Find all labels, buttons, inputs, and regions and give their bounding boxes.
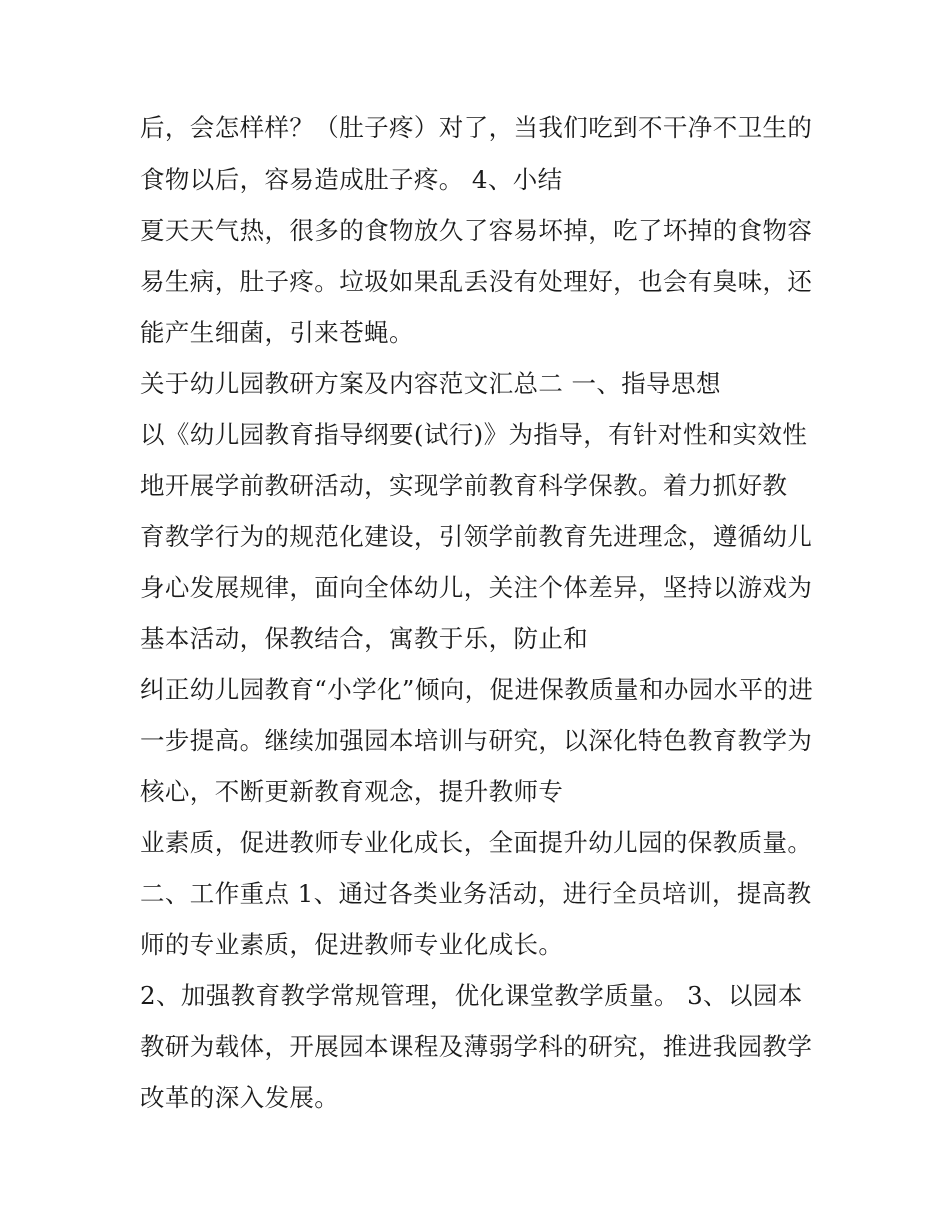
text-line: 身心发展规律，面向全体幼儿，关注个体差异，坚持以游戏为 — [140, 573, 813, 602]
text-line: 改革的深入发展。 — [140, 1083, 340, 1112]
text-line: 夏天天气热，很多的食物放久了容易坏掉，吃了坏掉的食物容 — [140, 216, 813, 245]
text-line: 师的专业素质，促进教师专业化成长。 — [140, 930, 564, 959]
text-line: 2、加强教育教学常规管理，优化课堂教学质量。 3、以园本 — [140, 981, 803, 1010]
text-line: 食物以后，容易造成肚子疼。 4、小结 — [140, 165, 563, 194]
text-line: 二、工作重点 1、通过各类业务活动，进行全员培训，提高教 — [140, 879, 812, 908]
text-line: 核心，不断更新教育观念，提升教师专 — [140, 777, 564, 806]
text-line: 后，会怎样样？（肚子疼）对了，当我们吃到不干净不卫生的 — [140, 113, 813, 142]
section-heading: 关于幼儿园教研方案及内容范文汇总二 一、指导思想 — [140, 369, 721, 398]
text-line: 一步提高。继续加强园本培训与研究，以深化特色教育教学为 — [140, 726, 813, 755]
text-line: 易生病，肚子疼。垃圾如果乱丢没有处理好，也会有臭味，还 — [140, 267, 813, 296]
text-line: 以《幼儿园教育指导纲要(试行)》为指导，有针对性和实效性 — [140, 420, 808, 449]
text-line: 能产生细菌，引来苍蝇。 — [140, 318, 414, 347]
text-line: 教研为载体，开展园本课程及薄弱学科的研究，推进我园教学 — [140, 1032, 813, 1061]
text-line: 业素质，促进教师专业化成长，全面提升幼儿园的保教质量。 — [140, 828, 813, 857]
text-line: 地开展学前教研活动，实现学前教育科学保教。着力抓好教 — [140, 471, 788, 500]
text-line: 基本活动，保教结合，寓教于乐，防止和 — [140, 624, 589, 653]
text-line: 纠正幼儿园教育“小学化”倾向，促进保教质量和办园水平的进 — [140, 675, 814, 704]
text-line: 育教学行为的规范化建设，引领学前教育先进理念，遵循幼儿 — [140, 522, 813, 551]
